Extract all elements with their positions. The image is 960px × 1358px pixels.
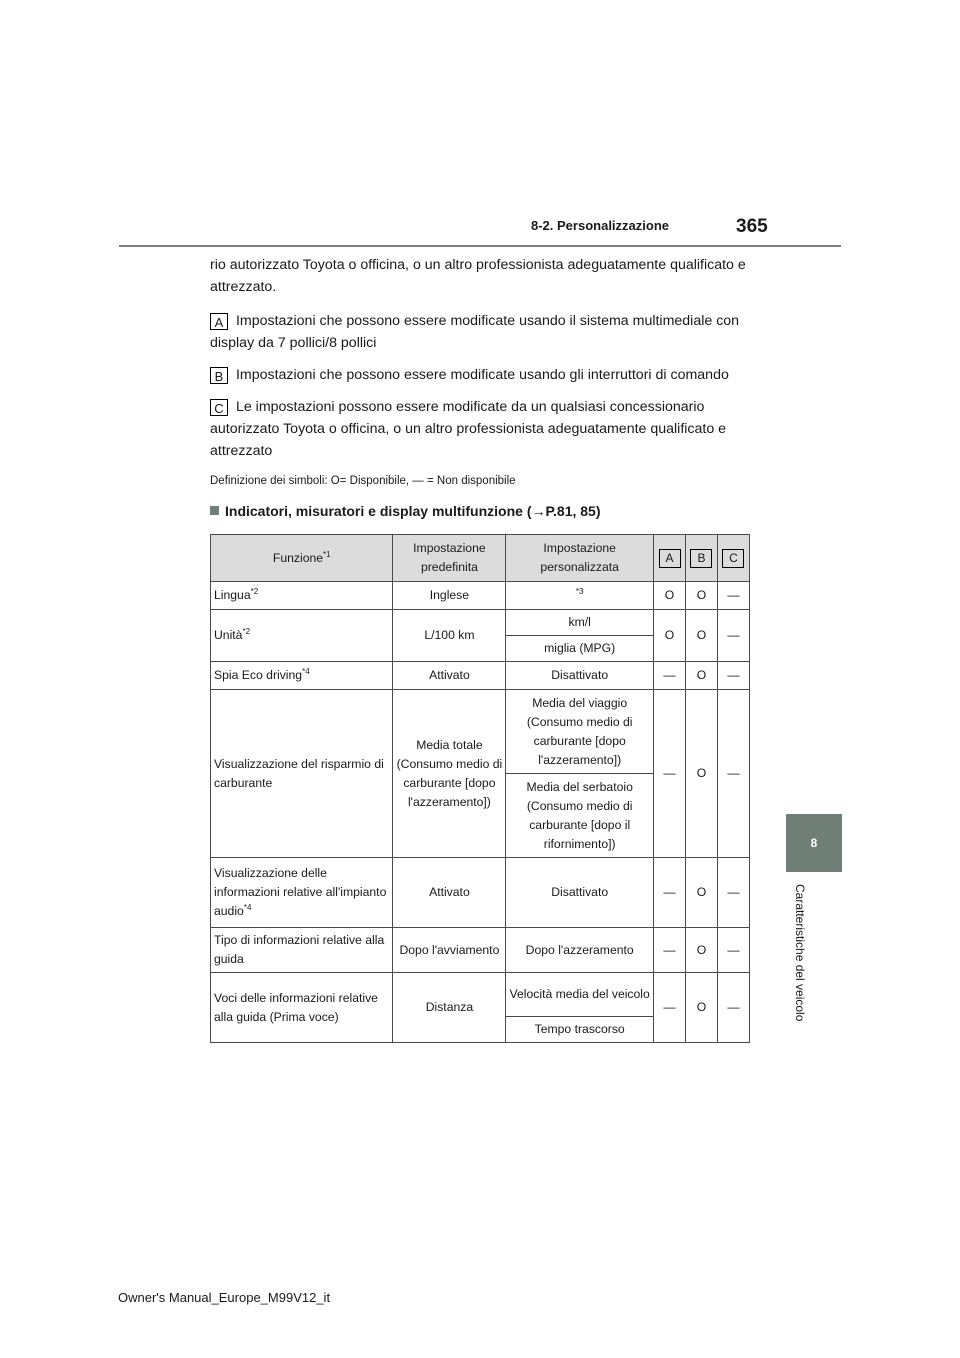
cell-function: Visualizzazione delle informazioni relative all'impianto audio$^{*4}$	[211, 858, 393, 928]
cell-function: Lingua$^{*2}$	[211, 582, 393, 610]
cell-b: O	[685, 582, 717, 610]
cell-b: O	[685, 610, 717, 662]
chapter-title: Caratteristiche del veicolo	[793, 884, 807, 1022]
cell-default: Media totale (Consumo medio di carburante [dopo l'azzeramento])	[393, 690, 506, 858]
legend-text: Impostazioni che possono essere modificate usando il sistema multimediale con display da 7 pollici/8 pollici	[210, 313, 740, 351]
cell-c: —	[717, 928, 749, 973]
cell-default: Dopo l'avviamento	[393, 928, 506, 973]
cell-function: Tipo di informazioni relative alla guida	[211, 928, 393, 973]
main-content	[210, 254, 758, 1043]
header-a: A	[654, 535, 686, 582]
table-row	[211, 662, 750, 690]
header-custom: Impostazione personalizzata	[506, 535, 654, 582]
legend-item-a	[210, 310, 758, 354]
table-row	[211, 690, 750, 774]
table-row	[211, 610, 750, 636]
legend-label: C	[210, 399, 228, 416]
section-heading-text: Indicatori, misuratori e display multifunzione (→P.81, 85)	[225, 503, 601, 519]
cell-c: —	[717, 662, 749, 690]
cell-custom: Velocità media del veicolo	[506, 973, 654, 1017]
header-function: Funzione$^{*1}$	[211, 535, 393, 582]
cell-a: —	[654, 973, 686, 1043]
header-divider	[119, 245, 841, 247]
legend-item-c	[210, 396, 758, 462]
cell-a: —	[654, 858, 686, 928]
cell-a: O	[654, 610, 686, 662]
table-row	[211, 582, 750, 610]
cell-function: Spia Eco driving$^{*4}$	[211, 662, 393, 690]
cell-default: Attivato	[393, 858, 506, 928]
cell-custom: Disattivato	[506, 662, 654, 690]
cell-b: O	[685, 928, 717, 973]
cell-c: —	[717, 858, 749, 928]
cell-custom: Media del viaggio (Consumo medio di carburante [dopo l'azzeramento])	[506, 690, 654, 774]
cell-custom: Media del serbatoio (Consumo medio di carburante [dopo il rifornimento])	[506, 774, 654, 858]
section-title: 8-2. Personalizzazione	[531, 218, 669, 233]
intro-paragraph: rio autorizzato Toyota o officina, o un altro professionista adeguatamente qualificato e attrezzato.	[210, 257, 746, 295]
legend-text: Le impostazioni possono essere modificate da un qualsiasi concessionario autorizzato Toyota o officina, o un altro professionista adeguatamente qualificato e attrezzato	[210, 399, 727, 459]
chapter-tab[interactable]: 8	[786, 814, 842, 872]
cell-a: —	[654, 928, 686, 973]
table-row	[211, 928, 750, 973]
legend-label: A	[210, 313, 228, 330]
cell-a: —	[654, 690, 686, 858]
legend-item-b	[210, 364, 758, 386]
header-b: B	[685, 535, 717, 582]
cell-custom: *3	[506, 582, 654, 610]
cell-c: —	[717, 582, 749, 610]
cell-default: Distanza	[393, 973, 506, 1043]
cell-default: Inglese	[393, 582, 506, 610]
square-bullet-icon	[210, 506, 219, 515]
cell-a: —	[654, 662, 686, 690]
cell-b: O	[685, 690, 717, 858]
cell-custom: Dopo l'azzeramento	[506, 928, 654, 973]
cell-function: Unità$^{*2}$	[211, 610, 393, 662]
header-c: C	[717, 535, 749, 582]
cell-c: —	[717, 973, 749, 1043]
cell-custom: Tempo trascorso	[506, 1017, 654, 1043]
cell-custom: km/l	[506, 610, 654, 636]
cell-a: O	[654, 582, 686, 610]
table-header-row	[211, 535, 750, 582]
legend-text: Impostazioni che possono essere modificate usando gli interruttori di comando	[235, 367, 729, 383]
cell-b: O	[685, 858, 717, 928]
cell-function: Voci delle informazioni relative alla guida (Prima voce)	[211, 973, 393, 1043]
section-heading	[210, 500, 758, 522]
cell-default: L/100 km	[393, 610, 506, 662]
cell-function: Visualizzazione del risparmio di carburante	[211, 690, 393, 858]
symbols-note: Definizione dei simboli: O= Disponibile, — = Non disponibile	[210, 475, 516, 487]
table-row	[211, 973, 750, 1017]
page-number: 365	[736, 216, 768, 237]
table-row	[211, 858, 750, 928]
footer-text: Owner's Manual_Europe_M99V12_it	[118, 1290, 331, 1305]
legend-label: B	[210, 367, 228, 384]
cell-custom: Disattivato	[506, 858, 654, 928]
cell-default: Attivato	[393, 662, 506, 690]
cell-c: —	[717, 690, 749, 858]
cell-c: —	[717, 610, 749, 662]
cell-b: O	[685, 973, 717, 1043]
cell-custom: miglia (MPG)	[506, 636, 654, 662]
cell-b: O	[685, 662, 717, 690]
header-default: Impostazione predefinita	[393, 535, 506, 582]
settings-table	[210, 534, 750, 1043]
